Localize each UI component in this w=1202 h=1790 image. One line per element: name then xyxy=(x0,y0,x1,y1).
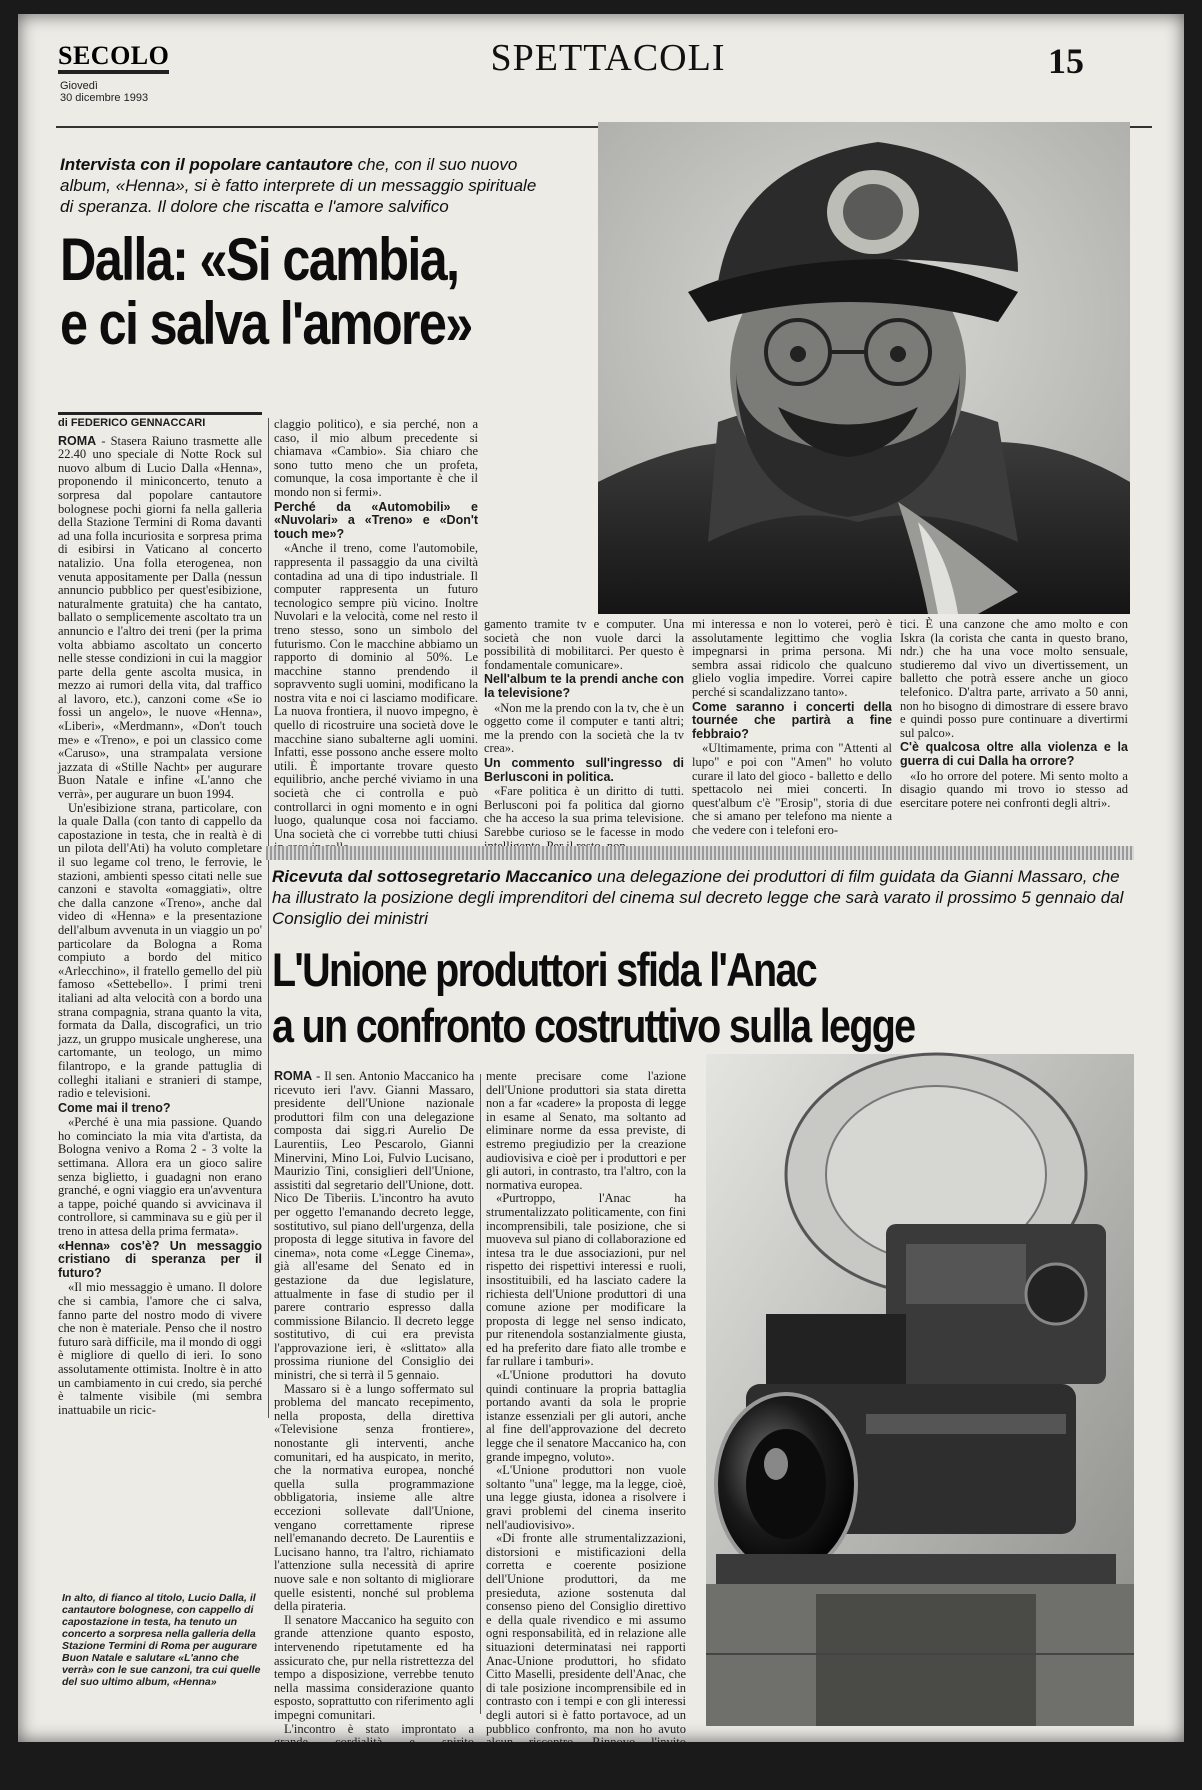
article1-kicker xyxy=(60,154,540,217)
article2-column-1 xyxy=(274,1070,474,1720)
article1-col3-p2: «Non me la prendo con la tv, che è un oggetto come il computer e tanti altri; me la prendo con la società che la tv crea». xyxy=(484,702,684,756)
article1-column-1 xyxy=(58,412,262,1422)
article1-col5-p2: «Io ho orrore del potere. Mi sento molto a disagio quando mi trovo io stesso ad esercitare potere nei confronti degli altri». xyxy=(900,770,1128,811)
article2-headline-line2: a un confronto costruttivo sulla legge xyxy=(272,998,1078,1054)
article1-col2-p2: «Anche il treno, come l'automobile, rappresenta il passaggio da una civiltà contadina ad una di tipo industriale. Il computer rappresenta un futuro tecnologico sempre più vicino. Inoltre Nuvolari e la velocità, come nel resto il treno stesso, sono un simbolo del futurismo. Con le macchine abbiamo un rapporto di dominio al 50%. Le macchine stanno prendendo il sopravvento sugli uomini, modificano la nostra vita e noi ci lasciamo modificare. La nuova frontiera, il nuovo impegno, è quello di ricostruire una società dove le macchine siano subalterne agli uomini. Infatti, esse possono anche essere molto utili. È importante trovare questo equilibrio, anche perché viviamo in una società che ci controlla e può controllarci in ogni momento e in ogni luogo, qualunque cosa noi facciamo. Una società che ci vorrebbe tutti chiusi xyxy=(274,542,478,855)
column-divider-2 xyxy=(480,1074,481,1714)
article1-question-2: «Henna» cos'è? Un messaggio cristiano di speranza per il futuro? xyxy=(58,1240,262,1281)
portrait-photo xyxy=(598,122,1130,614)
article1-headline-line1: Dalla: «Si cambia, xyxy=(60,228,581,292)
article2-col2-p2: «Purtroppo, l'Anac ha strumentalizzato politicamente, con fini incomprensibili, tale posizione, che si muoveva sul piano di collaborazione ed intesa tra le due associazioni, pur nel rispetto dei rispettivi interessi e ruoli, insostituibili, ed ha lasciato cadere la richiesta dell'Unione produttori di una comune azione per modificare la proposta di legge nel senso indicato, pur ritenendola sostanzialmente giusta, ed ha preferito dare fiato alle trombe e far rullare i tamburi». xyxy=(486,1192,686,1369)
article2-col1-p4: L'incontro è stato improntato a grande cordialità e spirito collaborativo. Interpellato dopo l'incontro, l'avv. Massaro ha voluto ulterior- xyxy=(274,1723,474,1790)
article1-kicker-bold: Intervista con il popolare cantautore xyxy=(60,155,353,174)
article1-question-5: Un commento sull'ingresso di Berlusconi in politica. xyxy=(484,757,684,784)
photo-caption: In alto, di fianco al titolo, Lucio Dalla, il cantautore bolognese, con cappello di capostazione in testa, ha tenuto un concerto a sorpresa nella galleria della Stazione Termini di Roma per augurare Buon Natale e salutare «L'anno che verrà» con le sue canzoni, tra cui quelle del suo ultimo album, «Henna» xyxy=(62,1592,262,1712)
article1-question-4: Nell'album te la prendi anche con la televisione? xyxy=(484,673,684,700)
article2-col2-p1: mente precisare come l'azione dell'Unione produttori sia stata diretta non a far «cadere» la proposta di legge in esame al Senato, ma soltanto ad eliminare norme da essa previste, di estremo pregiudizio per la creazione audiovisiva e cioè per i produttori e per gli autori, in contrasto, tra l'altro, con la normativa europea. xyxy=(486,1070,686,1192)
masthead-logo: SECOLO xyxy=(58,42,169,74)
article2-col2-p3: «L'Unione produttori ha dovuto quindi continuare la propria battaglia portando avanti da sola le proprie istanze essenziali per gli autori, anche al fine dell'approvazione del decreto legge che il senatore Maccanico ha, con grande impegno, voluto». xyxy=(486,1369,686,1464)
section-title: SPETTACOLI xyxy=(458,36,758,80)
article1-col1-text: - Stasera Raiuno trasmette alle 22.40 uno speciale di Notte Rock sul nuovo album di Lucio Dalla «Henna», proponendo il miniconcerto, tenuto a sorpresa dal popolare cantautore bolognese pochi giorni fa nella galleria della Stazione Termini di Roma davanti ad una folla incuriosita e sorpresa prima di esibirsi in Vaticano al concerto natalizio. Una folla eterogenea, non venuta appositamente per Dalla (nessun annuncio pubblico per quest'esibizione, naturalmente gratuita) che ha cantato, ballato o semplicemente ascoltato tra un annuncio e l'altro dei treni (per la prima volta abbiamo ascoltato un concerto nelle stesse condizioni in cui la maggior parte della gente ascolta musica, in mezzo ai rumori della vita, dal traffico al lavoro, etc.), canzoni come «Se io fossi un angelo», le nuove «Henna», «Liberi», «Merdmann», «Don't touch me» e «Treno», e poi un classico come «Caruso», una strampalata versione jazzata di «Stille Nacht» per augurare Buon Natale e infine «L'anno che verrà», per augurare un buon 1994. xyxy=(58,434,262,801)
article1-col4-p2: «Ultimamente, prima con "Attenti al lupo" e poi con "Amen" ho voluto curare il lato del gioco - balletto e dello spettacolo nei miei concerti. In quest'album c'è "Erosip", storia di due che si amano per telefono ma niente a che vedere con i telefoni ero- xyxy=(692,742,892,837)
article1-column-2 xyxy=(274,418,478,864)
article1-question-3: Perché da «Automobili» e «Nuvolari» a «Treno» e «Don't touch me»? xyxy=(274,501,478,542)
article1-col2-p1: claggio politico), e sia perché, non a caso, il mio album precedente si chiamava «Cambio». Sia chiaro che sono tutto meno che un profeta, comunque, la cosa importante è che il mondo non si fermi». xyxy=(274,418,478,500)
article1-headline-line2: e ci salva l'amore» xyxy=(60,292,581,356)
article1-kicker-rest: che, con il suo nuovo album, «Henna», si è fatto interprete di un messaggio spirituale di speranza. Il dolore che riscatta e l'amore salvifico xyxy=(60,155,536,216)
article2-kicker xyxy=(272,866,1132,929)
article2-headline-line1: L'Unione produttori sfida l'Anac xyxy=(272,942,1078,998)
article2-kicker-bold: Ricevuta dal sottosegretario Maccanico xyxy=(272,867,592,886)
article1-column-3 xyxy=(484,618,684,864)
article1-col4-p1: mi interessa e non lo voterei, però è assolutamente legittimo che voglia impegnarsi in prima persona. Mi sembra assai ridicolo che qualcuno glielo voglia impedire. Vorrei capire perché si scandalizzano tanto». xyxy=(692,618,892,700)
article1-question-1: Come mai il treno? xyxy=(58,1102,262,1116)
newspaper-page xyxy=(18,14,1184,1742)
article2-col2-p5: «Di fronte alle strumentalizzazioni, distorsioni e mistificazioni della corretta e coerente posizione dell'Unione produttori, da me presieduta, azione sostenuta dal consenso pieno del Consiglio direttivo e della quale rivendico e mi assumo ogni responsabilità, ed in relazione alle situazioni determinatasi nei rapporti Anac-Unione produttori, ho sfidato Citto Maselli, presidente dell'Anac, che di tale posizione incomprensibile ed in contrasto con i tempi e con gli interessi degli autori si è fatto portavoce, ad un pubblico confronto, ma non ho avuto alcun riscontro. Rinnovo l'invito formalmente anche attraverso xyxy=(486,1532,686,1763)
article1-col1-p3: «Perché è una mia passione. Quando ho cominciato la mia vita d'artista, da Bologna venivo a Roma 2 - 3 volte la settimana. Allora era un gioco salire senza biglietto, i guadagni non erano granché, e ogni viaggio era un'avventura a tappe, poiché quando si avvicinava il controllore, si camminava su e giù per il treno in attesa della prima fermata». xyxy=(58,1116,262,1238)
masthead-day: Giovedì xyxy=(60,80,148,92)
column-divider xyxy=(268,418,269,1418)
masthead-date-value: 30 dicembre 1993 xyxy=(60,92,148,104)
article1-col1-p2: Un'esibizione strana, particolare, con la quale Dalla (con tanto di cappello da capostazione in testa, che in realtà è di un pilota dell'Ati) ha voluto completare il suo legame col treno, le ferrovie, le stazioni, ambienti spesso citati nelle sue canzoni e stavolta «omaggiati», oltre che dalla canzone «Treno», anche dal video di «Henna» e la presentazione dell'album avvenuta in un viaggio un po' particolare da Bologna a Roma compiuto a bordo del mitico «Arlecchino», il fratello gemello del più famoso «Settebello». I primi treni italiani ad alta velocità con a bordo una strana compagnia, strana quanto la vita, formata da Dalla, discografici, un trio jazz, un gruppo musicale ungherese, una cartomante, un teologo, un mimo filantropo, e la grande pattuglia di colleghi italiani e stranieri di stampe, radio e televisioni. xyxy=(58,802,262,1101)
article1-column-4 xyxy=(692,618,892,864)
article1-col1-p4: «Il mio messaggio è umano. Il dolore che si cambia, l'amore che ci salva, fanno parte del nostro modo di vivere che non è materiale. Penso che il nostro futuro sarà difficile, ma il mondo di oggi è migliore di quello di ieri. Io sono assolutamente ottimista. Inoltre è in atto un cambiamento in cui credo, sia perché è talmente visibile (mi sembra inattuabile un ricic- xyxy=(58,1281,262,1417)
page-number: 15 xyxy=(1048,40,1084,82)
article2-city: ROMA xyxy=(274,1069,312,1083)
masthead-date xyxy=(60,80,148,104)
article1-col3-p3: «Fare politica è un diritto di tutti. Berlusconi poi fa politica dal giorno che ha acceso la sua prima televisione. Sarebbe curioso se le facesse in modo xyxy=(484,785,684,853)
film-camera-photo xyxy=(706,1054,1134,1726)
article2-col1-text: - Il sen. Antonio Maccanico ha ricevuto ieri l'avv. Gianni Massaro, presidente dell'Unione nazionale produttori film con una delegazione composta dai sigg.ri Aurelio De Laurentiis, Leo Pescarolo, Gianni Minervini, Mino Loi, Fulvio Lucisano, Maurizio Tini, consiglieri dell'Unione, assistiti dal segretario dell'Unione, dott. Nico De Tiberiis. L'incontro ha avuto per oggetto l'emanando decreto legge, sostitutivo, sul piano dell'urgenza, della proposta di legge situtiva in favore del cinema», nota come «Legge Cinema», già all'esame del Senato ed in gestazione da due legislature, attualmente in fase di studio per il parere contrario espresso dalla commissione Bilancio. Il decreto legge sostitutivo, di cui era prevista l'approvazione ieri, è «slittato» alla prossima riunione del Consiglio dei ministri, che si terrà il 5 gennaio. xyxy=(274,1069,474,1382)
article1-question-6: Come saranno i concerti della tournée che partirà a fine febbraio? xyxy=(692,701,892,742)
article2-col1-p3: Il senatore Maccanico ha seguito con grande attenzione quanto esposto, intervenendo ripetutamente ed ha assicurato che, pur nella ristrettezza del tempo a disposizione, verrebbe tenuto nella massima considerazione quanto esposto, soprattutto con riferimento agli impegni comunitari. xyxy=(274,1614,474,1723)
article-separator xyxy=(266,846,1134,860)
article2-col1-p2: Massaro si è a lungo soffermato sul problema del mancato recepimento, nella proposta, della direttiva «Televisione senza frontiere», nonostante gli interventi, anche comunitari, ed ha auspicato, in merito, che la normativa europea, nonché quella sulla programmazione obbligatoria, insieme alle altre eccezioni sollevate dall'Unione, vengano correttamente riprese nell'emanando decreto. De Laurentiis e Lucisano hanno, tra l'altro, richiamato l'attenzione sulla necessità di aprire nuove sale e non soltanto di migliorare quelle esistenti, nonché sul problema della pirateria. xyxy=(274,1383,474,1614)
article1-column-5 xyxy=(900,618,1128,864)
article2-headline xyxy=(272,942,1078,1054)
article2-kicker-rest: una delegazione dei produttori di film guidata da Gianni Massaro, che ha illustrato la posizione degli imprenditori del cinema sul decreto legge che sarà varato il prossimo 5 gennaio dal Consiglio dei ministri xyxy=(272,867,1123,928)
article2-column-2 xyxy=(486,1070,686,1720)
article1-col5-p1: tici. È una canzone che amo molto e con Iskra (la corista che canta in questo brano, ndr.) che ha una voce molto sensuale, studieremo dal vivo un divertissement, un balletto che potrà essere anche un gioco telefonico. D'altra parte, arrivato a 50 anni, non ho bisogno di dimostrare di essere bravo e quindi posso pure continuare a divertirmi sul palco». xyxy=(900,618,1128,740)
article2-col2-p4: «L'Unione produttori non vuole soltanto "una" legge, ma la legge, cioè, una legge giusta, idonea a risolvere i gravi problemi del cinema inserito nell'audiovisivo». xyxy=(486,1464,686,1532)
article1-byline: di FEDERICO GENNACCARI xyxy=(58,412,262,431)
article1-city: ROMA xyxy=(58,434,96,448)
article1-question-7: C'è qualcosa oltre alla violenza e la guerra di cui Dalla ha orrore? xyxy=(900,741,1128,768)
article1-headline xyxy=(60,228,581,356)
article1-col3-p1: gamento tramite tv e computer. Una società che non vuole darci la possibilità di mobilitarci. Per questo è fondamentale comunicare». xyxy=(484,618,684,672)
